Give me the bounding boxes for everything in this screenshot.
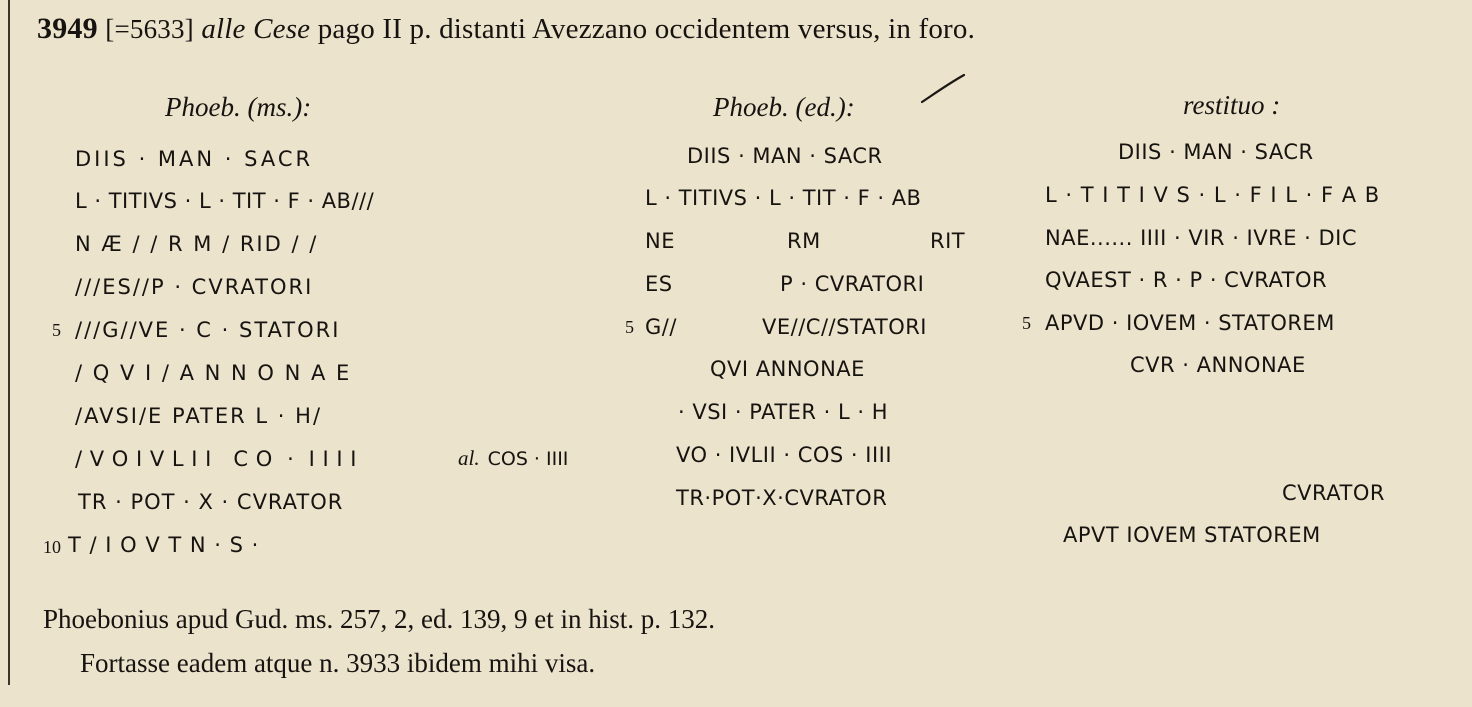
entry-location: pago II p. distanti Avezzano occidentem versus, in foro. [317,13,976,45]
ed-line-1: DIIS · MAN · SACR [687,144,883,168]
ms-line-number-5: 5 [52,320,61,340]
ed-line-3c: RIT [930,229,966,253]
restituo-line-5: APVD · IOVEM · STATOREM [1045,311,1335,335]
ms-line-number-10: 10 [43,537,61,557]
ms-line-1: DIIS · MAN · SACR [75,147,314,171]
pen-stroke-mark [920,72,966,106]
restituo-line-3: NAE...... IIII · VIR · IVRE · DIC [1045,226,1358,250]
alternate-text: COS · IIII [487,448,569,470]
ed-line-3b: RM [787,229,821,253]
restituo-line-2: L · T I T I V S · L · F I L · F A B [1045,183,1381,207]
ed-line-5b: VE//C//STATORI [762,315,928,339]
alternate-label: al. [458,446,480,470]
ed-line-7: · VSI · PATER · L · H [678,400,889,424]
ed-line-2: L · TITIVS · L · TIT · F · AB [645,186,922,210]
restituo-line-number-5: 5 [1022,313,1031,333]
restituo-line-4: QVAEST · R · P · CVRATOR [1045,268,1328,292]
ed-line-9: TR·POT·X·CVRATOR [676,486,888,510]
margin-rule [8,0,10,685]
ms-line-5: ///G//VE · C · STATORI [75,318,341,342]
ms-line-9: TR · POT · X · CVRATOR [78,490,344,514]
entry-header [37,12,975,46]
restituo-line-7: CVRATOR [1282,481,1385,505]
ms-line-4: ///ES//P · CVRATORI [75,275,314,299]
ed-line-4a: ES [645,272,673,296]
restituo-line-8: APVT IOVEM STATOREM [1063,523,1321,547]
ms-line-7: /AVSI/E PATER L · H/ [75,404,323,428]
ms-line-10: T / I O V T N · S · [68,533,260,557]
entry-place: alle Cese [201,13,311,45]
restituo-line-6: CVR · ANNONAE [1130,353,1306,377]
footnote-source: Phoebonius apud Gud. ms. 257, 2, ed. 139, 9 et in hist. p. 132. [43,604,715,634]
ed-line-3a: NE [645,229,675,253]
ms-line-8: / V O I V L I I C O · I I I I [75,447,357,471]
restituo-line-1: DIIS · MAN · SACR [1118,140,1314,164]
ed-line-6: QVI ANNONAE [710,357,865,381]
entry-number: 3949 [37,12,98,45]
ms-line-2: L · TITIVS · L · TIT · F · AB/// [75,189,375,213]
ed-line-number-5: 5 [625,317,634,337]
heading-restituo: restituo : [1183,90,1281,120]
ed-line-8: VO · IVLII · COS · IIII [676,443,893,467]
ms-alternate-reading [458,446,568,471]
heading-ms: Phoeb. (ms.): [165,92,312,122]
ed-line-5a: G// [645,315,677,339]
footnote-comment: Fortasse eadem atque n. 3933 ibidem mihi visa. [80,648,596,678]
ed-line-4b: P · CVRATORI [780,272,925,296]
ms-line-6: / Q V I / A N N O N A E [75,361,352,385]
heading-ed: Phoeb. (ed.): [713,92,855,122]
entry-crossref: [=5633] [105,14,194,44]
ms-line-3: N Æ / / R M / RID / / [75,232,319,256]
